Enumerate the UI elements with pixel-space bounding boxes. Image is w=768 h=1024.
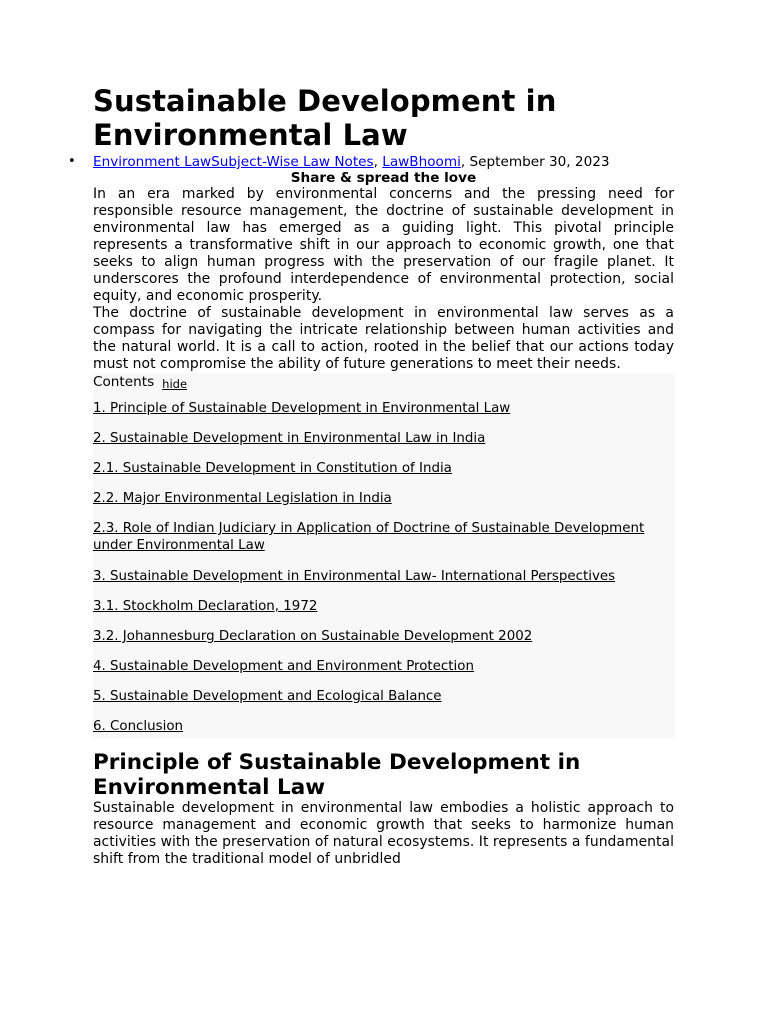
table-of-contents	[93, 373, 675, 738]
toc-link-1[interactable]: 1. Principle of Sustainable Development in Environmental Law	[93, 401, 511, 416]
toc-link-5[interactable]: 5. Sustainable Development and Ecological Balance	[93, 689, 442, 704]
toc-item	[93, 400, 675, 430]
toc-item	[93, 520, 675, 568]
toc-link-6[interactable]: 6. Conclusion	[93, 719, 184, 734]
post-date: , September 30, 2023	[460, 154, 610, 170]
category-link[interactable]: Environment LawSubject-Wise Law Notes	[93, 154, 374, 170]
toc-link-2-2[interactable]: 2.2. Major Environmental Legislation in India	[93, 491, 392, 506]
section-paragraph: Sustainable development in environmental law embodies a holistic approach to resource management and economic growth that seeks to harmonize human activities with the preservation of natural ecosystems. It represents a fundamental shift from the traditional model of unbridled	[93, 800, 674, 867]
page-title: Sustainable Development in Environmental Law	[93, 84, 557, 152]
toc-link-2-3[interactable]: 2.3. Role of Indian Judiciary in Application of Doctrine of Sustainable Development under Environmental Law	[93, 521, 645, 553]
toc-item	[93, 568, 675, 598]
toc-link-4[interactable]: 4. Sustainable Development and Environment Protection	[93, 659, 474, 674]
toc-item	[93, 460, 675, 490]
post-meta	[93, 154, 674, 170]
share-label: Share & spread the love	[290, 170, 477, 186]
post-meta-item	[93, 154, 674, 170]
toc-item	[93, 658, 675, 688]
toc-item	[93, 598, 675, 628]
toc-item	[93, 628, 675, 658]
toc-item	[93, 688, 675, 718]
author-link[interactable]: LawBhoomi	[382, 154, 461, 170]
toc-link-3-2[interactable]: 3.2. Johannesburg Declaration on Sustainable Development 2002	[93, 629, 533, 644]
toc-header	[93, 373, 675, 400]
toc-item	[93, 430, 675, 460]
toc-link-2-1[interactable]: 2.1. Sustainable Development in Constitution of India	[93, 461, 452, 476]
toc-list	[93, 400, 675, 736]
intro-paragraph-1: In an era marked by environmental concerns and the pressing need for responsible resource management, the doctrine of sustainable development in environmental law has emerged as a guiding light. This pivotal principle represents a transformative shift in our approach to economic growth, one that seeks to align human progress with the preservation of our fragile planet. It underscores the profound interdependence of environmental protection, social equity, and economic prosperity.	[93, 186, 674, 304]
toc-hide-toggle[interactable]: hide	[162, 377, 188, 391]
article	[93, 84, 674, 868]
intro-paragraph-2: The doctrine of sustainable development in environmental law serves as a compass for navigating the intricate relationship between human activities and the natural world. It is a call to action, rooted in the belief that our actions today must not compromise the ability of future generations to meet their needs.	[93, 305, 674, 372]
toc-link-3[interactable]: 3. Sustainable Development in Environmental Law- International Perspectives	[93, 569, 616, 584]
toc-link-2[interactable]: 2. Sustainable Development in Environmental Law in India	[93, 431, 486, 446]
toc-item	[93, 718, 675, 736]
section-heading: Principle of Sustainable Development in Environmental Law	[93, 750, 581, 800]
toc-heading: Contents	[93, 374, 155, 390]
meta-separator: ,	[373, 154, 383, 170]
toc-item	[93, 490, 675, 520]
toc-link-3-1[interactable]: 3.1. Stockholm Declaration, 1972	[93, 599, 318, 614]
